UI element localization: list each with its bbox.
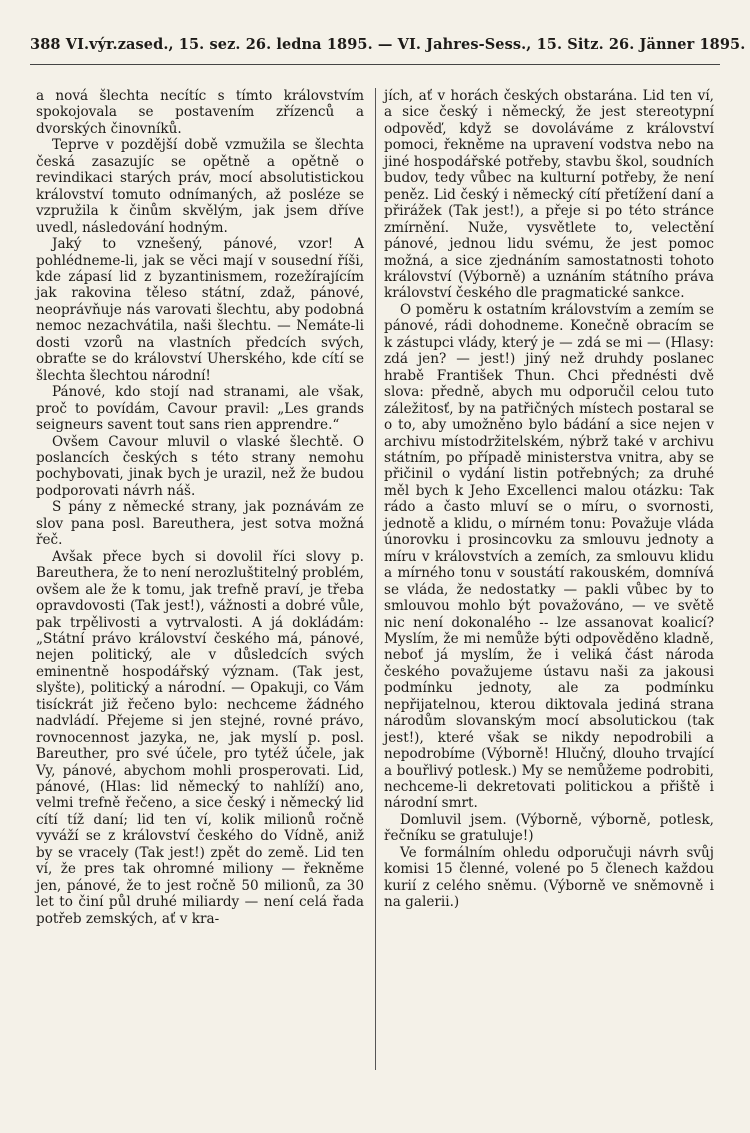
header-czech: 388 VI.výr.zased., 15. sez. 26. ledna 1895. — (30, 36, 398, 53)
paragraph: Pánové, kdo stojí nad stranami, ale však, proč to povídám, Cavour pravil: „Les grands seigneurs savent tout sans rien apprendre.“ (36, 384, 364, 434)
paragraph: a nová šlechta necítíc s tímto královstvím spokojovala se postavením zřízenců a dvorských činovníků. (36, 88, 364, 137)
header-german: VI. Jahres-Sess., 15. Sitz. 26. Jänner 1895. (397, 36, 746, 53)
paragraph: Avšak přece bych si dovolil říci slovy p. Bareuthera, že to není nerozluštitelný problém, ovšem ale že k tomu, jak trefně praví, je třeba opravdovosti (Tak jest!), vážnosti a dobré vůle, pak trpělivosti a vytrvalosti. A já dokládám: „Státní právo království českého má, pánové, nejen politický, ale v důsledcích svých eminentně hospodářský význam. (Tak jest, slyšte), politický a národní. — Opakuji, co Vám tisíckrát již řečeno bylo: nechceme žádného nadvládí. Přejeme si jen stejné, rovné právo, rovnocennost jazyka, ne, jak myslí p. posl. Bareuther, pro své účele, pro tytéž účele, jak Vy, pánové, abychom mohli prosperovati. Lid, pánové, (Hlas: lid německý to nahlíží) ano, velmi trefně řečeno, a sice český i německý lid cítí tíž daní; lid ten ví, kolik milionů ročně vyváží se z království českého do Vídně, aniž by se vracely (Tak jest!) zpět do země. Lid ten ví, že pres tak ohromné miliony — řekněme jen, pánové, že to jest ročně 50 milionů, za 30 let to činí půl druhé miliardy — není celá řada potřeb zemských, ať v kra- (36, 548, 364, 927)
paragraph: Teprve v pozdější době vzmužila se šlechta česká zasazujíc se opětně a opětně o revindikaci starých práv, mocí absolutistickou království tomuto odnímaných, až posléze se vzpružila k činům skvělým, jak jsem dříve uvedl, následování hodným. (36, 137, 364, 236)
paragraph: Domluvil jsem. (Výborně, výborně, potlesk, řečníku se gratuluje!) (384, 811, 714, 845)
running-header (30, 36, 746, 53)
paragraph: O poměru k ostatním královstvím a zemím se pánové, rádi dohodneme. Konečně obracím se k zástupci vlády, který je — zdá se mi — (Hlasy: zdá jen? — jest!) jiný než druhdy poslanec hrabě František Thun. Chci přednésti dvě slova: předně, abych mu odporučil celou tuto záležitosť, by na patřičných místech postaral se o to, aby umožněno bylo bádání a sice nejen v archivu místodržitelském, nýbrž také v archivu státním, po případě ministerstva vnitra, aby se přičinil o vydání listin potřebných; za druhé měl bych k Jeho Excellenci malou otázku: Tak rádo a často mluví se o míru, o svornosti, jednotě a klidu, o mírném tonu: Považuje vláda únorovku i prosincovku za smlouvu jednoty a míru v královstvích a zemích, za smlouvu klidu a mírného tonu v soustátí rakouském, domnívá se vláda, že nedostatky — pakli vůbec by to smlouvou mohlo být považováno, — ve světě nic není dokonalého -- lze assanovat koalicí? Myslím, že mi nemůže býti odpověděno kladně, neboť já myslím, že i veliká část národa českého považujeme ústavu naši za jakousi podmínku jednoty, ale za podmínku nepřijatelnou, kterou diktovala jediná strana národům slovanským mocí absolutickou (tak jest!), které však se nikdy nepodrobili a nepodrobíme (Výborně! Hlučný, dlouho trvající a bouřlivý potlesk.) My se nemůžeme podrobiti, nechceme-li dekretovati politickou a přiště i národní smrt. (384, 301, 714, 812)
paragraph: jích, ať v horách českých obstarána. Lid ten ví, a sice český i německý, že jest stereotypní odpověď, když se dovoláváme z království pomoci, řekněme na upravení vodstva nebo na jiné hospodářské potřeby, stavbu škol, soudních budov, tedy vůbec na kulturní potřeby, že není peněz. Lid český i německý cítí přetížení daní a přirážek (Tak jest!), a přeje si po této stránce zmírnění. Nuže, vysvětlete to, velectění pánové, jednou lidu svému, že jest pomoc možná, a sice zjednáním samostatnosti tohoto království (Výborně) a uznáním státního práva království českého dle pragmatické sankce. (384, 88, 714, 302)
column-divider (375, 88, 376, 1070)
paragraph: S pány z německé strany, jak poznávám ze slov pana posl. Bareuthera, jest sotva možná řeč. (36, 499, 364, 549)
left-column (36, 88, 364, 927)
right-column (384, 88, 714, 911)
paragraph: Jaký to vznešený, pánové, vzor! A pohlédneme-li, jak se věci mají v sousední říši, kde zápasí lid z byzantinismem, rozežírajícím jak rakovina těleso státní, zdaž, pánové, neoprávňuje nás varovati šlechtu, aby podobná nemoc nezachvátila, naši šlechtu. — Nemáte-li dosti vzorů na vlastních předcích svých, obraťte se do království Uherského, kde cítí se šlechta šlechtou národní! (36, 236, 364, 384)
paragraph: Ovšem Cavour mluvil o vlaské šlechtě. O poslancích českých s této strany nemohu pochybovati, jinak bych je urazil, než že budou podporovati návrh náš. (36, 433, 364, 499)
paragraph: Ve formálním ohledu odporučuji návrh svůj komisi 15 členné, volené po 5 členech každou kurií z celého sněmu. (Výborně ve sněmovně i na galerii.) (384, 844, 714, 911)
header-rule (30, 64, 720, 65)
